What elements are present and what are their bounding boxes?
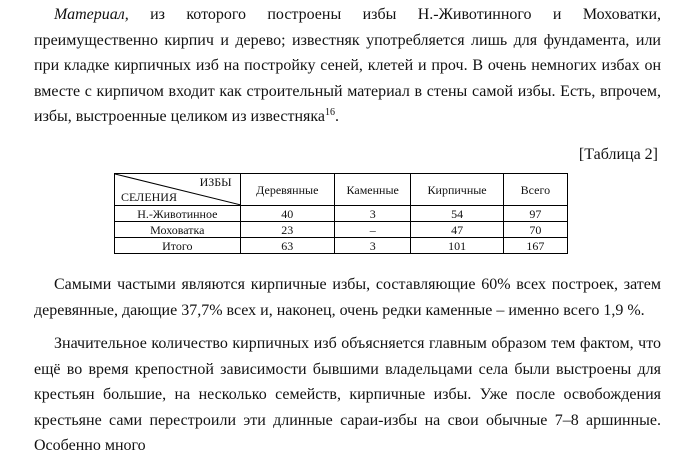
- table-cell: 40: [240, 206, 334, 222]
- corner-label-villages: СЕЛЕНИЯ: [121, 190, 177, 204]
- row-label: Итого: [115, 238, 241, 254]
- paragraph-lead-italic: Материал,: [54, 6, 129, 23]
- column-header-wooden: Деревянные: [240, 174, 334, 206]
- table-cell: 3: [334, 238, 410, 254]
- table-row: [115, 222, 568, 238]
- table-cell: 63: [240, 238, 334, 254]
- paragraph-materials-text: из которого построены избы Н.-Животинного и Моховатки, преимущественно кирпич и дерево; известняк употребляется лишь для фундамента, или при кладке кирпичных изб на постройку сеней, клетей и проч. В очень немногих избах он вместе с кирпичом входит как строительный материал в стены самой избы. Есть, впрочем, избы, выстроенные целиком из известняка: [34, 6, 661, 125]
- paragraph-materials-end: .: [335, 108, 340, 125]
- table-row-total: [115, 238, 568, 254]
- table-cell: 167: [503, 238, 567, 254]
- table-row: [115, 206, 568, 222]
- paragraph-frequency: Самыми частыми являются кирпичные избы, составляющие 60% всех построек, затем деревянные, дающие 37,7% всех и, наконец, очень редки каменные – именно всего 1,9 %.: [34, 276, 661, 319]
- column-header-stone: Каменные: [334, 174, 410, 206]
- table-cell: 101: [411, 238, 503, 254]
- table-cell: 70: [503, 222, 567, 238]
- table-label: [Таблица 2]: [578, 146, 658, 163]
- table-corner-cell: [115, 174, 241, 206]
- paragraph-explanation: Значительное количество кирпичных изб объясняется главным образом тем фактом, что ещё во время крепостной зависимости бывшими владельцами села были выстроены для крестьян большие, на несколько семейств, кирпичные избы. Уже после освобождения крестьяне сами перестроили эти длинные сараи-избы на свои обычные 7–8 аршинные. Особенно много: [34, 335, 661, 454]
- row-label: Моховатка: [115, 222, 241, 238]
- houses-table: [114, 173, 568, 254]
- table-cell: 54: [411, 206, 503, 222]
- footnote-marker[interactable]: 16: [325, 107, 336, 118]
- paragraph-materials: [34, 2, 661, 130]
- column-header-total: Всего: [503, 174, 567, 206]
- table-cell: 23: [240, 222, 334, 238]
- table-header-row: [115, 174, 568, 206]
- table-cell: 3: [334, 206, 410, 222]
- table-cell: 47: [411, 222, 503, 238]
- column-header-brick: Кирпичные: [411, 174, 503, 206]
- table-cell: –: [334, 222, 410, 238]
- corner-label-houses: ИЗБЫ: [199, 175, 232, 189]
- table-cell: 97: [503, 206, 567, 222]
- row-label: Н.-Животинное: [115, 206, 241, 222]
